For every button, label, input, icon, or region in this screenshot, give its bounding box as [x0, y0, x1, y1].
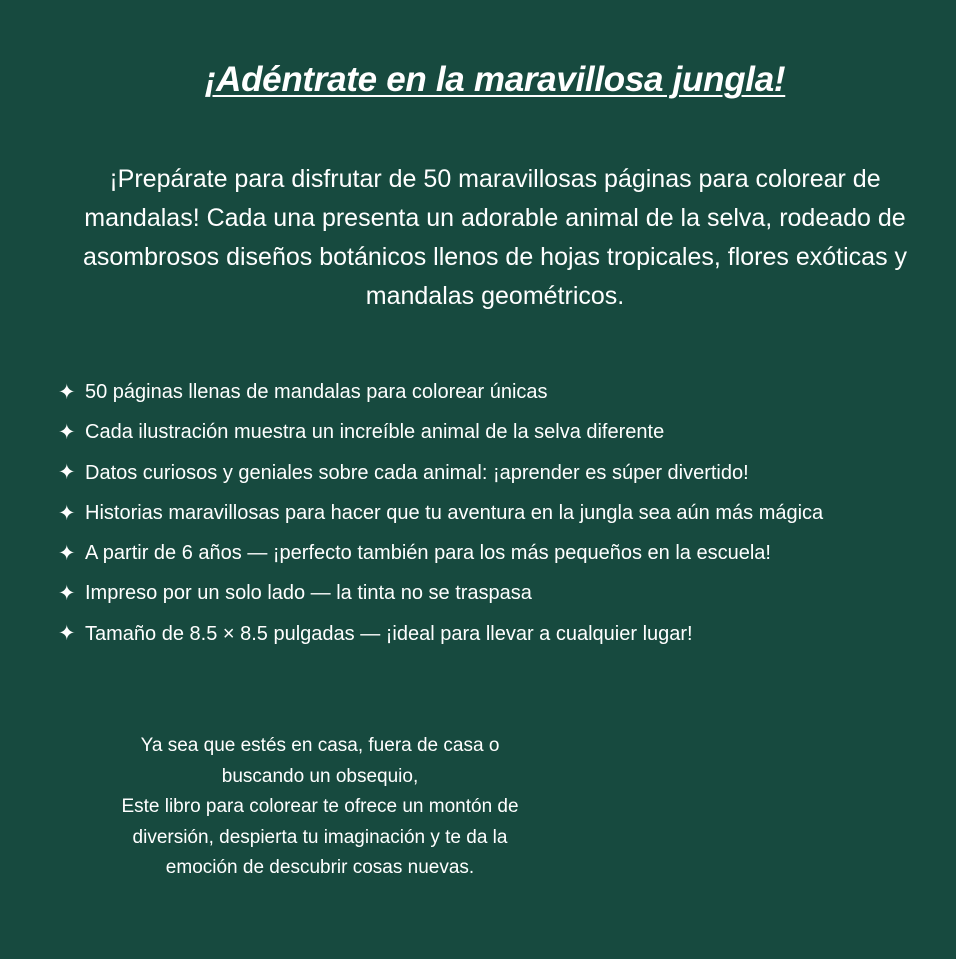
feature-item — [58, 372, 823, 412]
closing-line: Ya sea que estés en casa, fuera de casa o — [140, 735, 500, 756]
feature-item — [58, 573, 823, 613]
intro-paragraph: ¡Prepárate para disfrutar de 50 maravillosas páginas para colorear de mandalas! Cada una presenta un adorable animal de la selva, rodeado de asombrosos diseños botánicos llenos de hojas tropicales, flores exóticas y mandalas geométricos. — [82, 165, 908, 310]
feature-text: Datos curiosos y geniales sobre cada animal: ¡aprender es súper divertido! — [85, 461, 749, 484]
closing-line: Este libro para colorear te ofrece un montón de — [121, 796, 519, 817]
feature-text: Tamaño de 8.5 × 8.5 pulgadas — ¡ideal para llevar a cualquier lugar! — [85, 622, 693, 645]
feature-text: A partir de 6 años — ¡perfecto también para los más pequeños en la escuela! — [85, 542, 771, 565]
feature-item — [58, 493, 823, 533]
feature-item — [58, 614, 823, 654]
four-pointed-star-icon: ✦ — [58, 379, 76, 404]
page-title: ¡Adéntrate en la maravillosa jungla! — [204, 60, 786, 99]
four-pointed-star-icon: ✦ — [58, 621, 76, 646]
feature-text: 50 páginas llenas de mandalas para colorear únicas — [85, 381, 548, 403]
closing-paragraph — [72, 731, 568, 884]
feature-list — [58, 372, 823, 654]
closing-line: buscando un obsequio, — [221, 765, 419, 787]
four-pointed-star-icon: ✦ — [58, 419, 76, 444]
closing-line: emoción de descubrir cosas nuevas. — [165, 857, 475, 878]
feature-item — [58, 453, 823, 493]
four-pointed-star-icon: ✦ — [58, 540, 76, 565]
closing-line: diversión, despierta tu imaginación y te da la — [132, 826, 508, 848]
four-pointed-star-icon: ✦ — [58, 500, 76, 525]
feature-text: Historias maravillosas para hacer que tu aventura en la jungla sea aún más mágica — [85, 501, 824, 524]
feature-item — [58, 533, 823, 573]
feature-text: Impreso por un solo lado — la tinta no se traspasa — [85, 582, 532, 605]
feature-item — [58, 412, 823, 452]
four-pointed-star-icon: ✦ — [58, 460, 76, 485]
feature-text: Cada ilustración muestra un increíble animal de la selva diferente — [85, 421, 665, 444]
four-pointed-star-icon: ✦ — [58, 581, 76, 606]
